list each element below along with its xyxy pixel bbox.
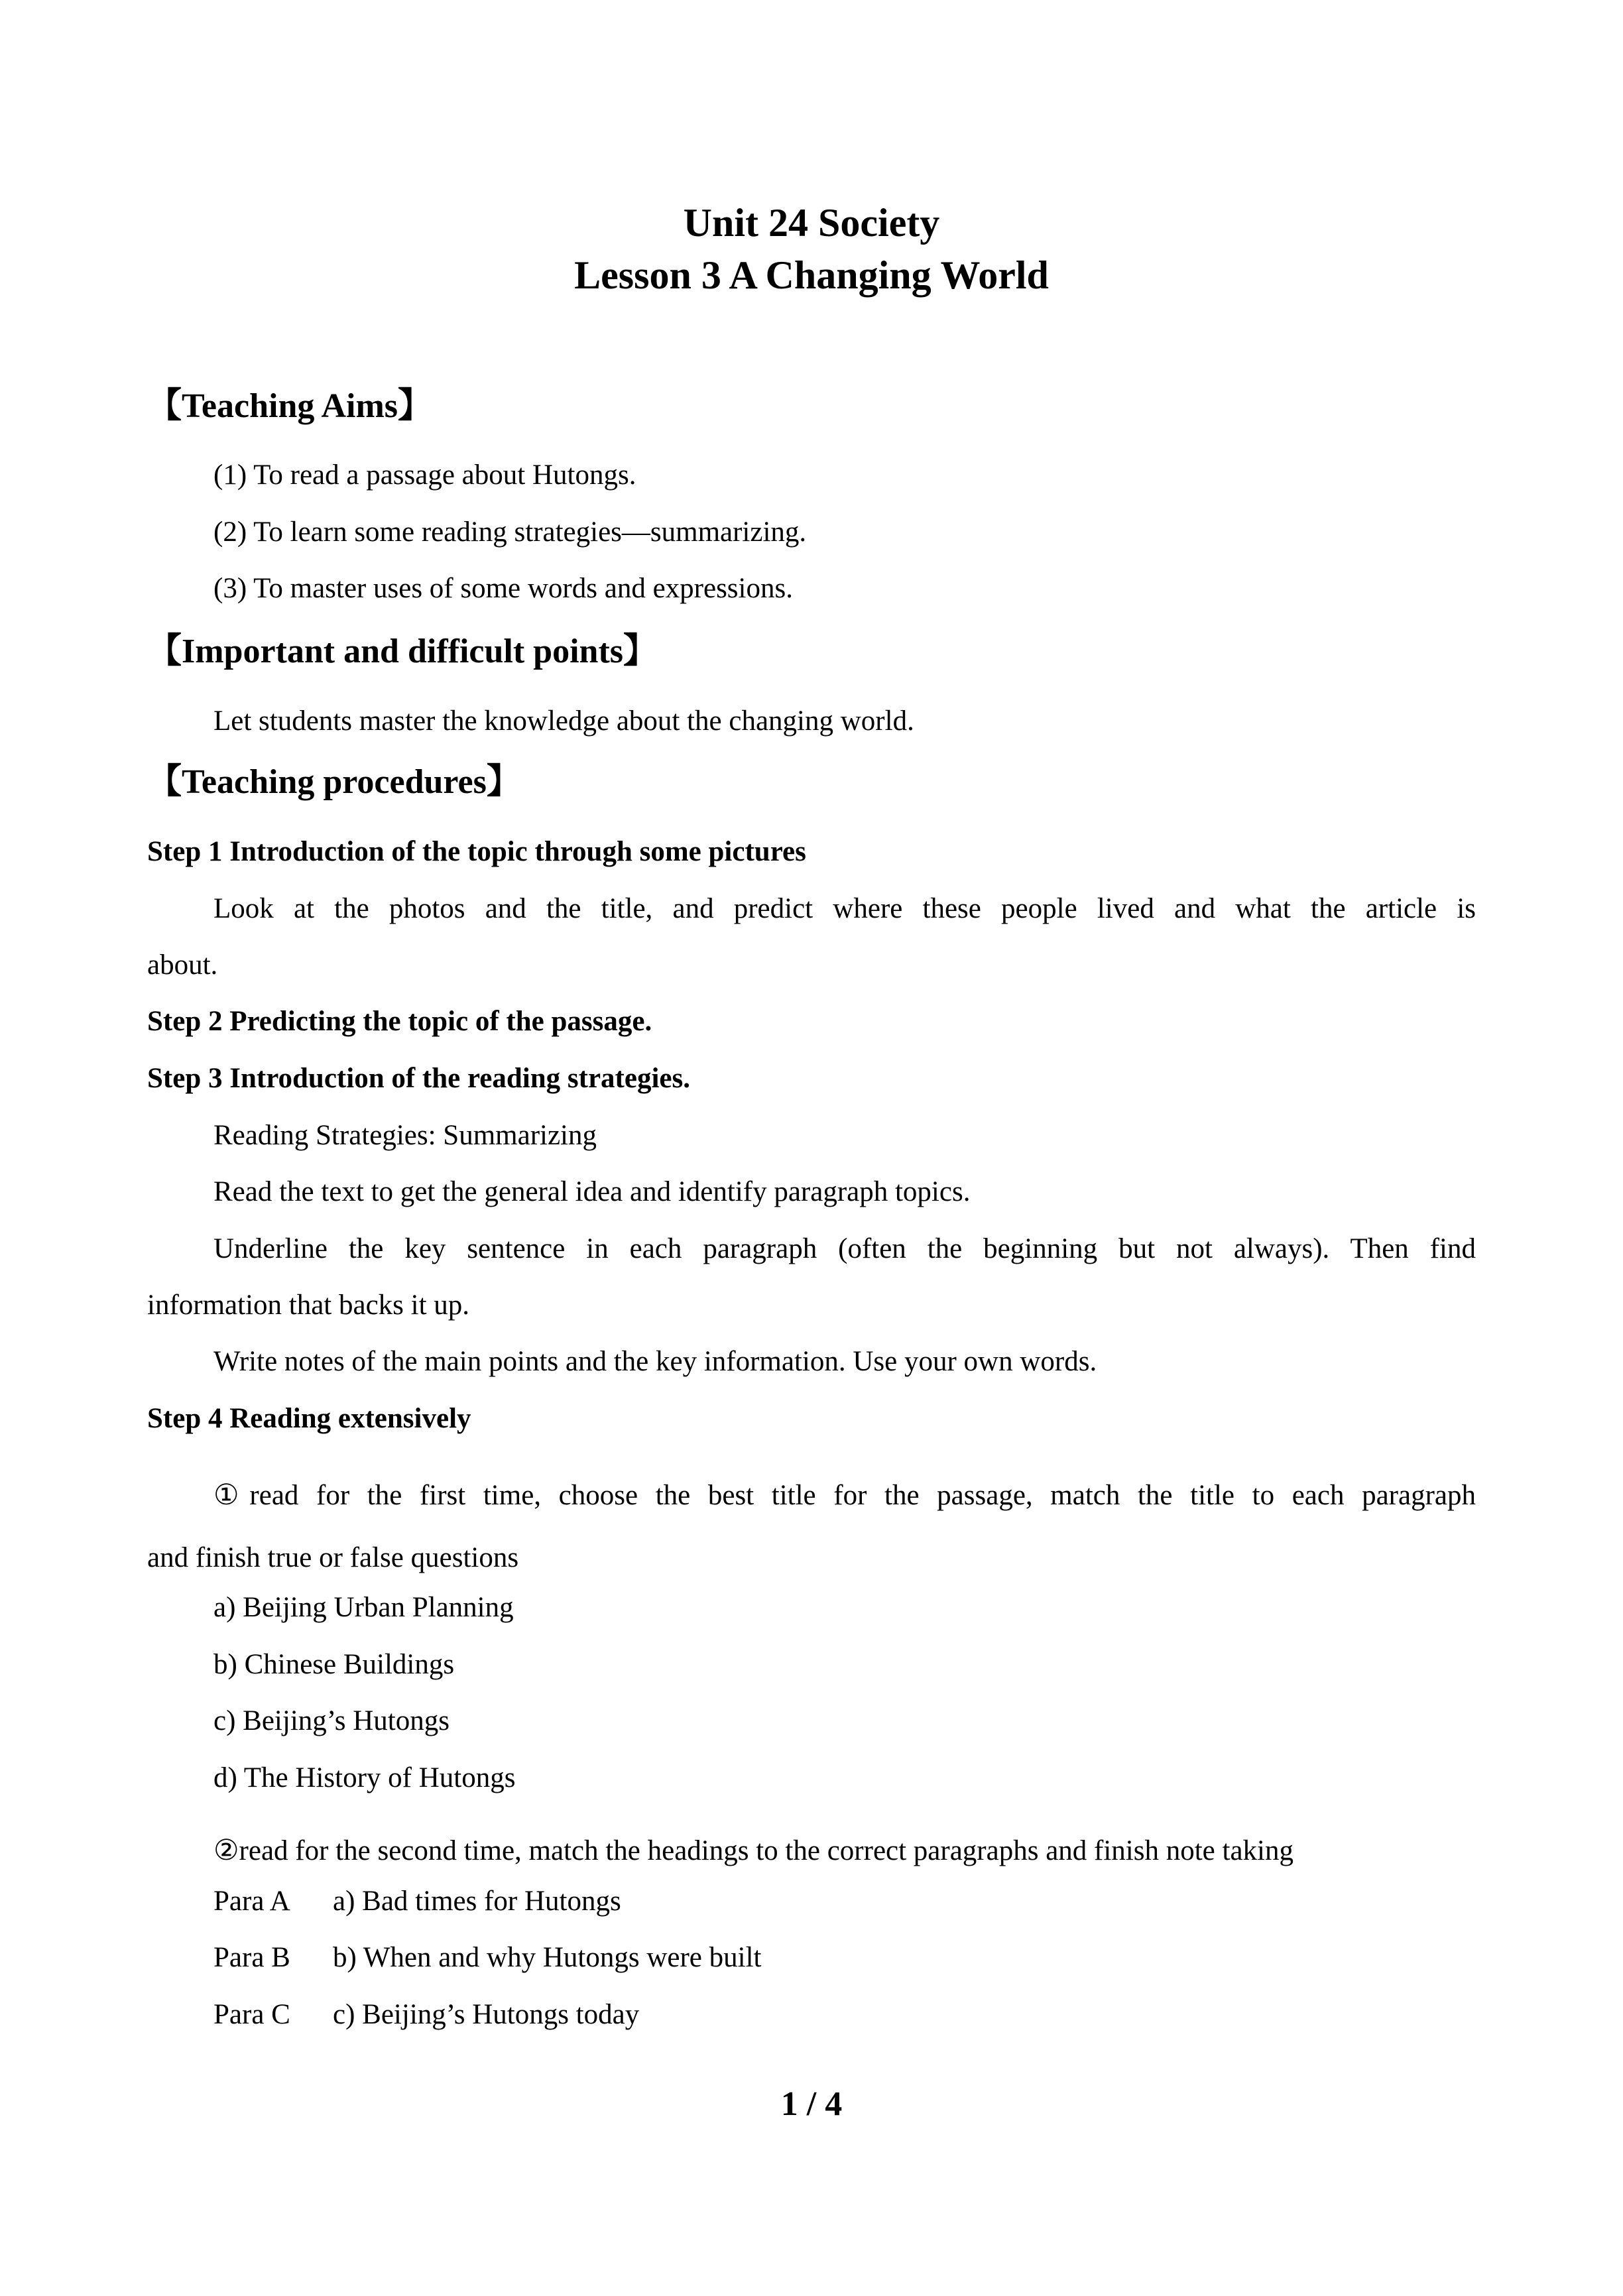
teaching-procedures-heading: 【Teaching procedures】	[147, 763, 521, 801]
step-3-title: Step 3 Introduction of the reading strategies.	[147, 1063, 690, 1094]
reading-task-2: ②read for the second time, match the headings to the correct paragraphs and finish note taking	[213, 1835, 1293, 1866]
reading-task-1-continued: and finish true or false questions	[147, 1542, 519, 1573]
page-number: 1 / 4	[780, 2085, 843, 2123]
para-heading: a) Bad times for Hutongs	[333, 1886, 621, 1917]
strategy-item-continued: information that backs it up.	[147, 1290, 470, 1321]
document-title: Unit 24 Society	[683, 201, 940, 245]
aim-item: (1) To read a passage about Hutongs.	[213, 459, 636, 491]
para-label: Para C	[213, 1999, 290, 2030]
title-option: c) Beijing’s Hutongs	[213, 1705, 450, 1736]
para-heading: b) When and why Hutongs were built	[333, 1942, 762, 1973]
para-label: Para B	[213, 1942, 290, 1973]
step-4-title: Step 4 Reading extensively	[147, 1403, 471, 1434]
document-subtitle: Lesson 3 A Changing World	[574, 253, 1049, 297]
teaching-aims-heading: 【Teaching Aims】	[147, 387, 433, 425]
title-option: b) Chinese Buildings	[213, 1649, 455, 1680]
aim-item: (3) To master uses of some words and expressions.	[213, 573, 793, 604]
match-row	[213, 1938, 761, 1978]
title-option: a) Beijing Urban Planning	[213, 1592, 514, 1623]
title-option: d) The History of Hutongs	[213, 1762, 516, 1793]
step-2-title: Step 2 Predicting the topic of the passage.	[147, 1006, 652, 1037]
match-row	[213, 1995, 639, 2035]
aim-item: (2) To learn some reading strategies—summarizing.	[213, 516, 807, 548]
match-row	[213, 1882, 621, 1921]
reading-task-1: ①read for the first time, choose the best title for the passage, match the title to each paragraph	[213, 1480, 1476, 1511]
para-label: Para A	[213, 1886, 290, 1917]
important-points-heading: 【Important and difficult points】	[147, 633, 658, 670]
strategy-item: Read the text to get the general idea and identify paragraph topics.	[213, 1176, 971, 1207]
important-points-text: Let students master the knowledge about the changing world.	[213, 705, 914, 737]
strategy-label: Reading Strategies: Summarizing	[213, 1120, 597, 1151]
step-1-text: Look at the photos and the title, and predict where these people lived and what the article is	[213, 893, 1476, 924]
strategy-item: Write notes of the main points and the key information. Use your own words.	[213, 1346, 1097, 1377]
step-1-text-continued: about.	[147, 949, 218, 981]
para-heading: c) Beijing’s Hutongs today	[333, 1999, 640, 2030]
strategy-item: Underline the key sentence in each paragraph (often the beginning but not always). Then find	[213, 1233, 1476, 1264]
step-1-title: Step 1 Introduction of the topic through some pictures	[147, 836, 806, 867]
